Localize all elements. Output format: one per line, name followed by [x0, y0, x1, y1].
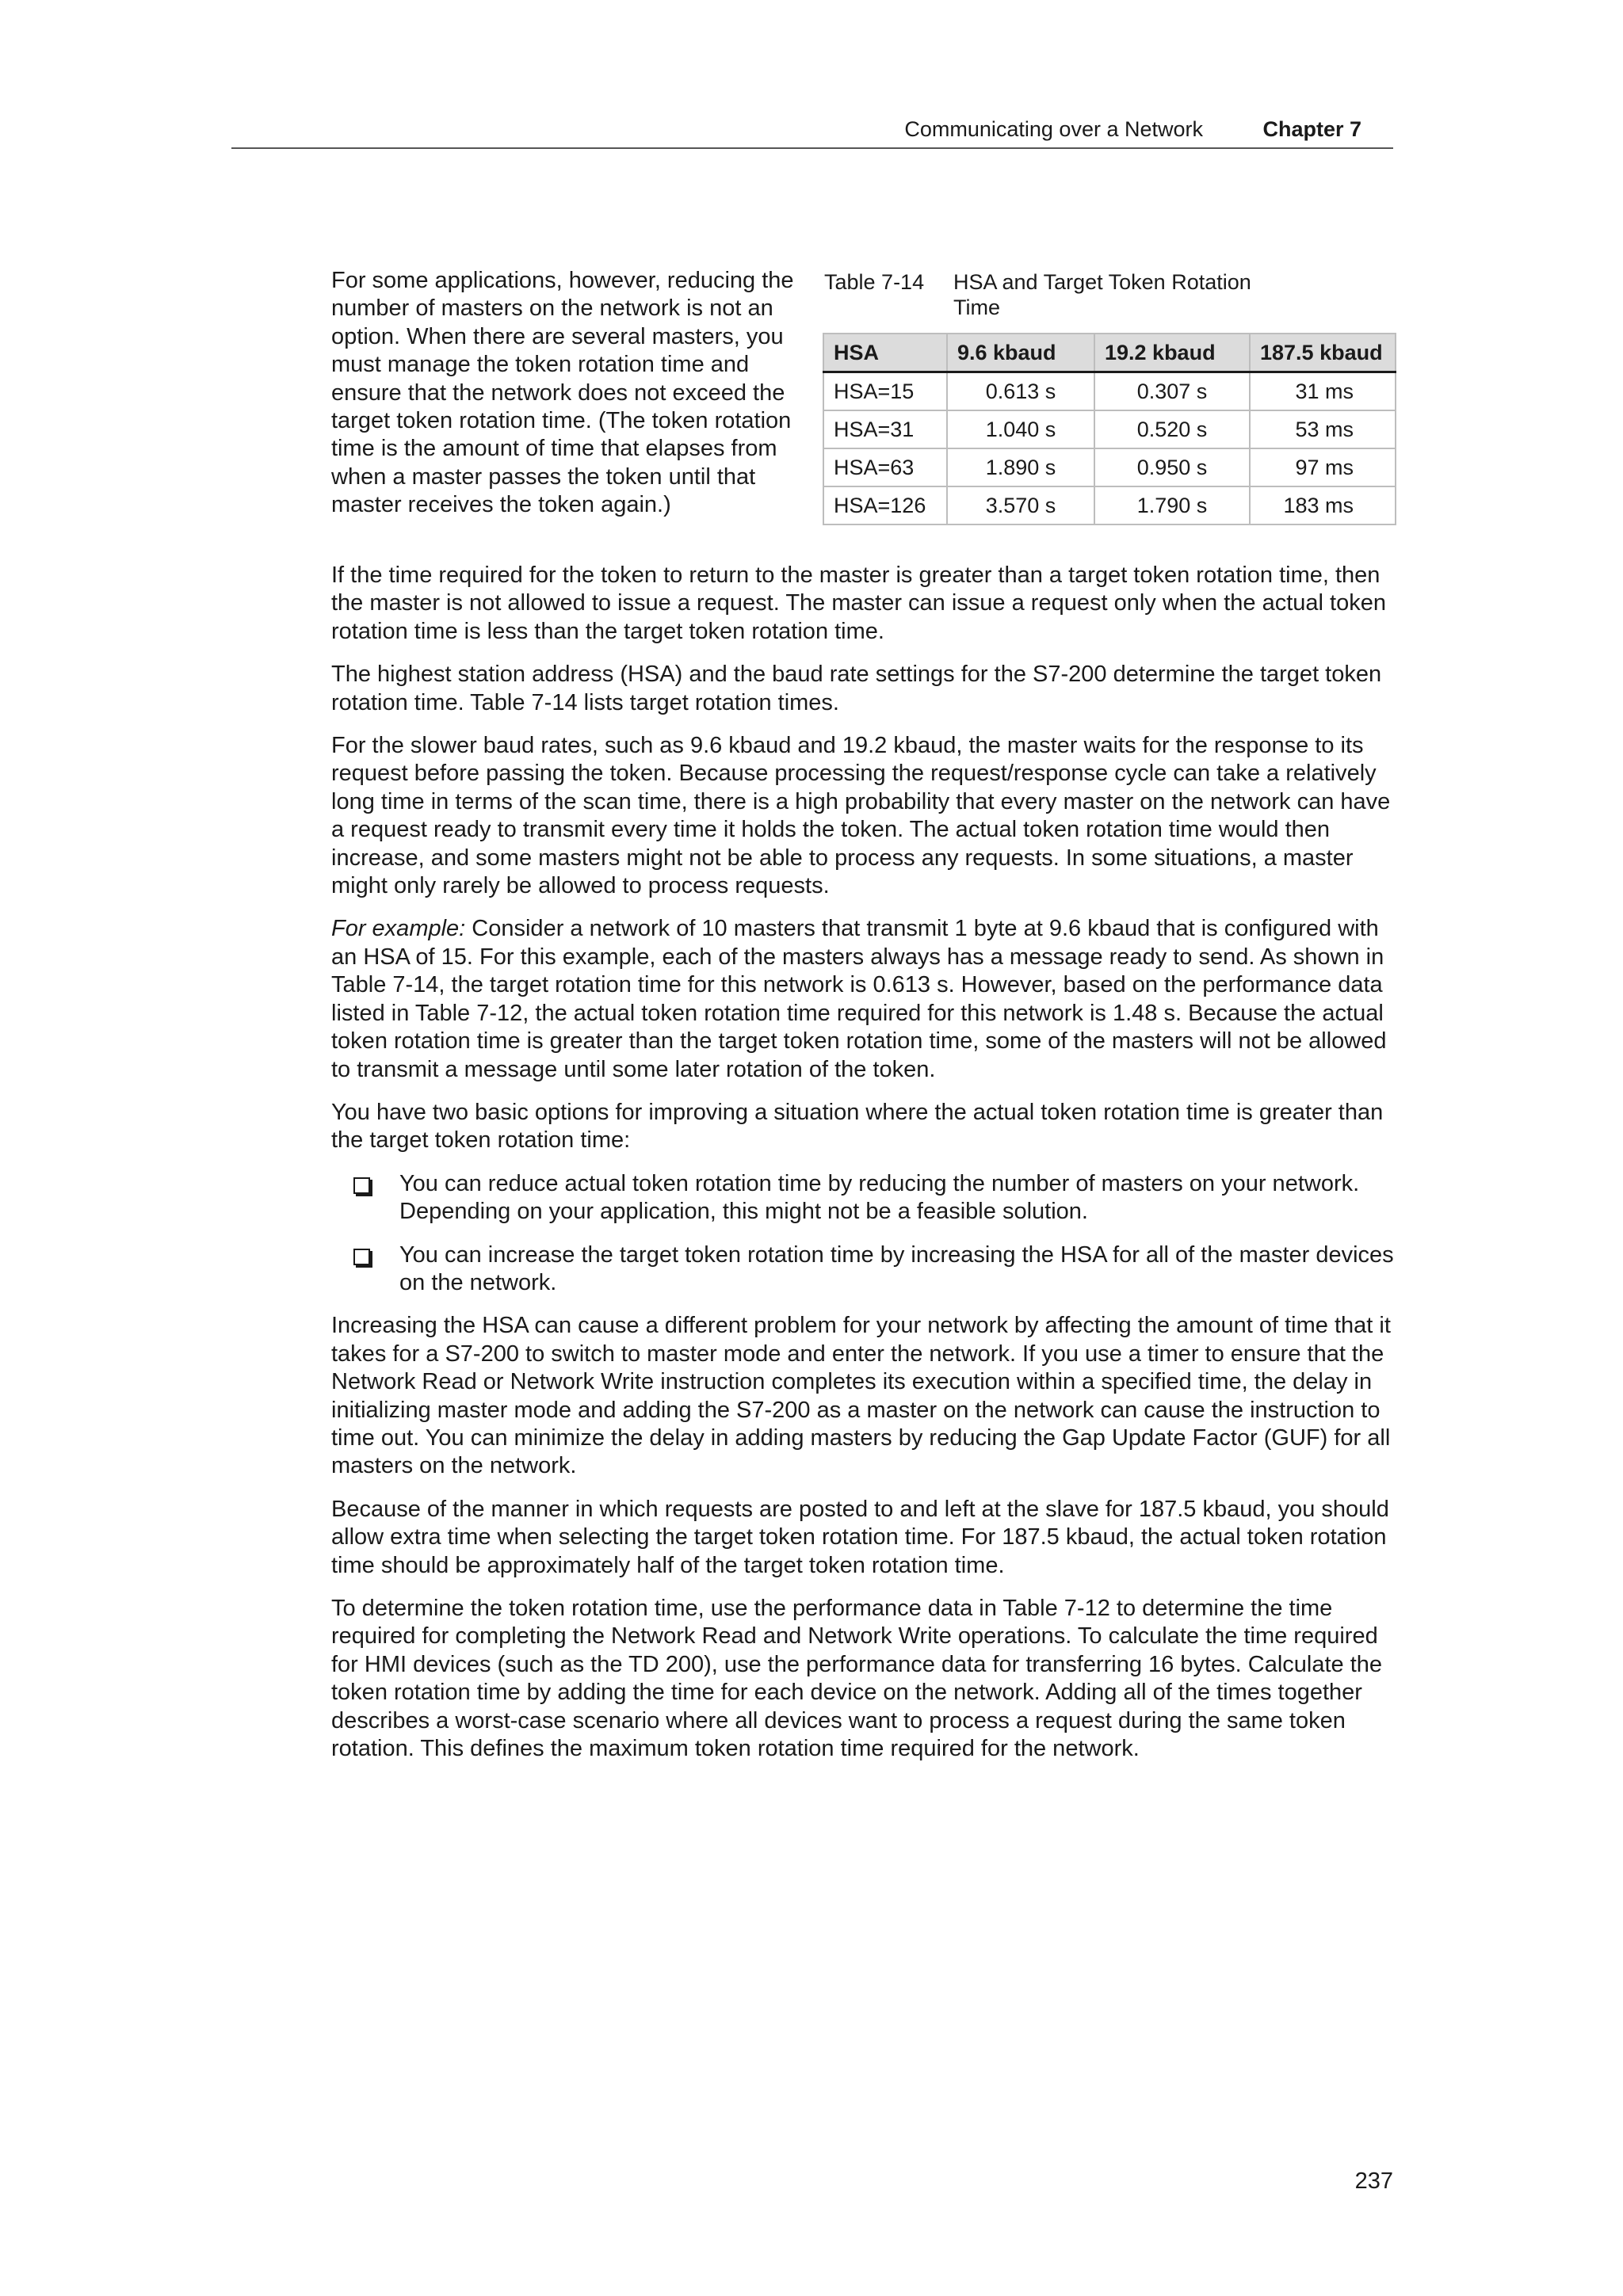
table-cell: 31 ms — [1250, 372, 1396, 411]
options-list — [331, 1170, 1401, 1298]
body-text — [331, 562, 1401, 1778]
body-paragraph: Because of the manner in which requests are posted to and left at the slave for 187.5 kbaud, you should allow extra time when selecting the target token rotation time. For 187.5 kbaud, the actual token rotation time should be approximately half of the target token rotation time. — [331, 1496, 1389, 1578]
checkbox-bullet-icon — [353, 1177, 370, 1194]
table-caption-title: HSA and Target Token Rotation Time — [953, 270, 1251, 319]
page-number: 237 — [1354, 2168, 1393, 2194]
table-row — [823, 410, 1396, 448]
table-row — [823, 448, 1396, 486]
example-paragraph — [331, 915, 1401, 1083]
table-cell: 0.520 s — [1094, 410, 1250, 448]
table-row — [823, 372, 1396, 411]
page-header — [231, 113, 1393, 149]
header-section-title: Communicating over a Network — [904, 117, 1203, 141]
table-cell: 53 ms — [1250, 410, 1396, 448]
table-header-cell: 19.2 kbaud — [1094, 334, 1250, 372]
table-cell: HSA=31 — [823, 410, 947, 448]
table-header-cell: 9.6 kbaud — [947, 334, 1094, 372]
example-label: For example: — [331, 916, 466, 942]
list-item — [331, 1241, 1401, 1298]
list-item — [331, 1170, 1401, 1226]
table-header-row — [823, 334, 1396, 372]
body-paragraph: To determine the token rotation time, use the performance data in Table 7-12 to determine the time required for completing the Network Read and Network Write operations. To calculate the time required for HMI devices (such as the TD 200), use the performance data for transferring 16 bytes. Calculate the token rotation time by adding the time for each device on the network. Adding all of the times together describes a worst-case scenario where all devices want to process a request during the same token rotation. This defines the maximum token rotation time required for the network. — [331, 1596, 1383, 1762]
intro-paragraph: For some applications, however, reducing the number of masters on the network is not an option. When there are several masters, you must manage the token rotation time and ensure that the network does not exceed the target token rotation time. (The token rotation time is the amount of time that elapses from when a master passes the token until that master receives the token again.) — [331, 268, 794, 518]
list-item-text: You can increase the target token rotation time by increasing the HSA for all of the master devices on the network. — [399, 1241, 1394, 1295]
body-paragraph: If the time required for the token to return to the master is greater than a target token rotation time, then the master is not allowed to issue a request. The master can issue a request only when the actual token rotation time is less than the target token rotation time. — [331, 563, 1386, 644]
example-text: Consider a network of 10 masters that transmit 1 byte at 9.6 kbaud that is configured with an HSA of 15. For this example, each of the masters always has a message ready to send. As shown in Table 7-14, the target rotation time for this network is 0.613 s. However, based on the performance data listed in Table 7-12, the actual token rotation time required for this network is 1.48 s. Because the actual token rotation time is greater than the target token rotation time, some of the masters will not be allowed to transmit a message until some later rotation of the token. — [331, 916, 1387, 1082]
table-cell: 1.890 s — [947, 448, 1094, 486]
checkbox-bullet-icon — [353, 1249, 370, 1265]
table-cell: HSA=63 — [823, 448, 947, 486]
body-paragraph: Increasing the HSA can cause a different problem for your network by affecting the amount of time that it takes for a S7-200 to switch to master mode and enter the network. If you use a timer to ensure that the Network Read or Network Write instruction completes its execution within a specified time, the delay in initializing master mode and adding the S7-200 as a master on the network can cause the instruction to time out. You can minimize the delay in adding masters by reducing the Gap Update Factor (GUF) for all masters on the network. — [331, 1313, 1391, 1479]
table-header-cell: 187.5 kbaud — [1250, 334, 1396, 372]
table-cell: 0.950 s — [1094, 448, 1250, 486]
table-cell: 0.613 s — [947, 372, 1094, 411]
table-row — [823, 486, 1396, 524]
table-cell: 1.790 s — [1094, 486, 1250, 524]
table-cell: 97 ms — [1250, 448, 1396, 486]
table-cell: 183 ms — [1250, 486, 1396, 524]
table-cell: 1.040 s — [947, 410, 1094, 448]
table-cell: 3.570 s — [947, 486, 1094, 524]
hsa-token-rotation-table — [823, 333, 1396, 525]
body-paragraph: For the slower baud rates, such as 9.6 kbaud and 19.2 kbaud, the master waits for the response to its request before passing the token. Because processing the request/response cycle can take a relatively long time in terms of the scan time, there is a high probability that every master on the network can have a request ready to transmit every time it holds the token. The actual token rotation time would then increase, and some masters might not be able to process any requests. In some situations, a master might only rarely be allowed to process requests. — [331, 733, 1391, 899]
table-caption-number: Table 7-14 — [824, 270, 925, 294]
table-cell: HSA=15 — [823, 372, 947, 411]
body-paragraph: The highest station address (HSA) and the baud rate settings for the S7-200 determine the target token rotation time. Table 7-14 lists target rotation times. — [331, 662, 1382, 715]
body-paragraph: You have two basic options for improving a situation where the actual token rotation time is greater than the target token rotation time: — [331, 1099, 1384, 1154]
list-item-text: You can reduce actual token rotation time by reducing the number of masters on your network. Depending on your application, this might not be a feasible solution. — [399, 1170, 1360, 1225]
header-chapter-label: Chapter 7 — [1262, 117, 1361, 141]
table-cell: 0.307 s — [1094, 372, 1250, 411]
table-header-cell: HSA — [823, 334, 947, 372]
table-cell: HSA=126 — [823, 486, 947, 524]
